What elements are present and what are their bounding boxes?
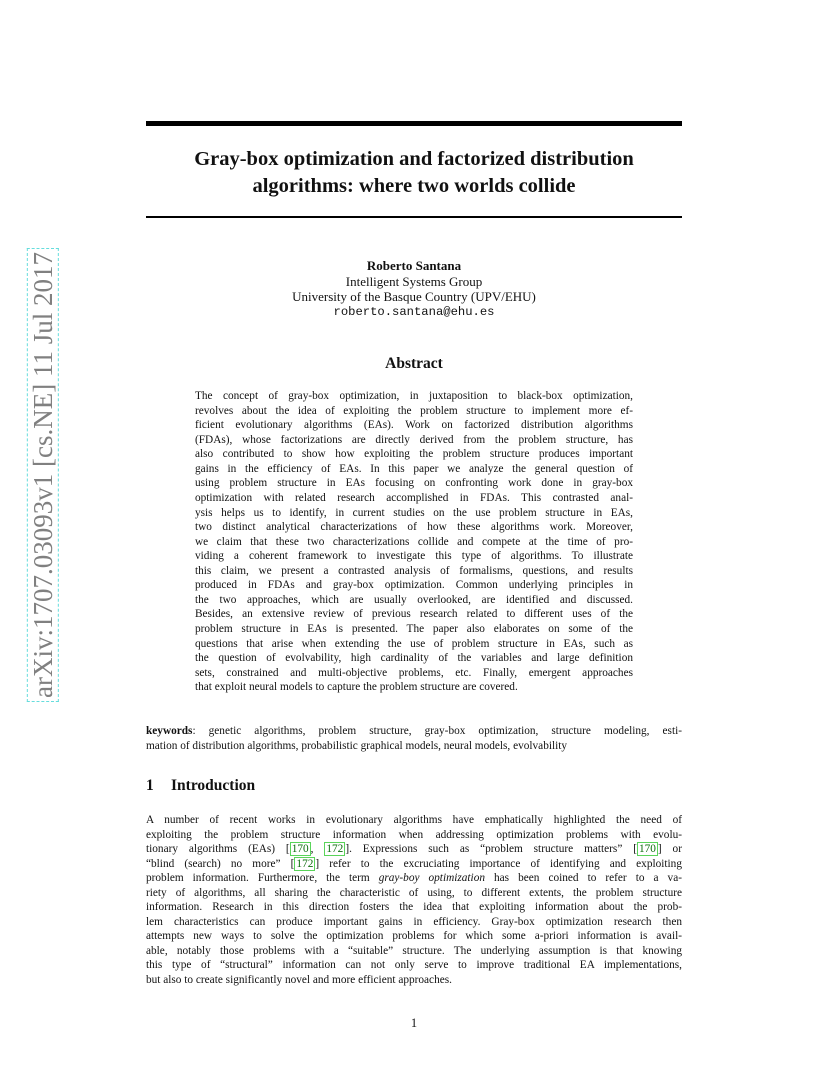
abstract-line: gains in the efficiency of EAs. In this paper we analyze the general question of bbox=[195, 462, 633, 475]
intro-text: ] refer to the excruciating importance of identifying and exploiting bbox=[315, 857, 682, 870]
section-number: 1 bbox=[146, 777, 154, 794]
intro-text: problem information. Furthermore, the term bbox=[146, 872, 379, 885]
keywords-line bbox=[146, 724, 682, 739]
abstract-line: revolves about the idea of exploiting the problem structure to implement more ef- bbox=[195, 404, 633, 417]
keywords-text: : genetic algorithms, problem structure, gray-box optimization, structure modeling, esti- bbox=[192, 725, 682, 737]
title-line: Gray-box optimization and factorized distribution bbox=[194, 148, 634, 170]
section-title: Introduction bbox=[171, 777, 256, 794]
intro-line: A number of recent works in evolutionary algorithms have emphatically highlighted the need of bbox=[146, 814, 682, 826]
author-email: roberto.santana@ehu.es bbox=[333, 304, 495, 319]
intro-text: tionary algorithms (EAs) [ bbox=[146, 843, 290, 856]
abstract-line: optimization with related research accomplished in FDAs. This contrasted anal- bbox=[195, 491, 633, 504]
title-bottom-rule bbox=[146, 216, 682, 218]
abstract-line: the two approaches, which are usually overlooked, are identified and discussed. bbox=[195, 593, 633, 606]
abstract-line: this claim, we present a contrasted analysis of formalisms, questions, and results bbox=[195, 564, 633, 577]
abstract-line: produced in FDAs and gray-box optimization. Common underlying principles in bbox=[195, 579, 633, 592]
title-top-rule bbox=[146, 121, 682, 126]
author-name: Roberto Santana bbox=[366, 258, 462, 273]
keywords-line: mation of distribution algorithms, probabilistic graphical models, neural models, evolvability bbox=[146, 740, 568, 752]
abstract-line: that exploit neural models to capture the problem structure are covered. bbox=[195, 681, 518, 694]
abstract-line: The concept of gray-box optimization, in juxtaposition to black-box optimization, bbox=[195, 390, 633, 402]
intro-line: attempts new ways to solve the optimization problems for which some a-priori information is avail- bbox=[146, 930, 682, 943]
intro-line: riety of algorithms, all sharing the characteristic of using, to different extents, the problem structure bbox=[146, 886, 682, 899]
author-affiliation: University of the Basque Country (UPV/EHU) bbox=[292, 289, 536, 304]
arxiv-identifier[interactable]: arXiv:1707.03093v1 [cs.NE] 11 Jul 2017 bbox=[27, 248, 59, 702]
intro-line bbox=[146, 857, 682, 872]
intro-text: , bbox=[310, 843, 325, 856]
page-number: 1 bbox=[410, 1016, 418, 1030]
citation-link[interactable]: 172 bbox=[296, 857, 314, 870]
abstract-line: the question of evolvability, high cardinality of the variables and large definition bbox=[195, 652, 633, 665]
keywords-label: keywords bbox=[146, 725, 193, 737]
intro-text: ]. Expressions such as “problem structure matters” [ bbox=[345, 843, 637, 856]
intro-text: ] or bbox=[657, 843, 682, 856]
title-line: algorithms: where two worlds collide bbox=[252, 175, 576, 197]
abstract-line: viding a coherent framework to investigate this type of algorithms. To illustrate bbox=[195, 550, 633, 563]
citation-link[interactable]: 172 bbox=[326, 843, 344, 856]
abstract-line: ysis helps us to identify, in current studies on the use problem structure in EAs, bbox=[195, 506, 633, 519]
abstract-line: (FDAs), whose factorizations are directly derived from the problem structure, has bbox=[195, 433, 633, 446]
abstract-line: ficient evolutionary algorithms (EAs). Work on factorized distribution algorithms bbox=[195, 419, 633, 432]
abstract-heading: Abstract bbox=[385, 355, 443, 372]
intro-emphasis: gray-boy optimization bbox=[378, 872, 485, 885]
intro-line bbox=[146, 871, 682, 886]
intro-line bbox=[146, 842, 682, 857]
author-block bbox=[146, 258, 682, 320]
abstract-line: we claim that these two characterizations collide and compete at the time of pro- bbox=[195, 535, 633, 548]
intro-text: “blind (search) no more” [ bbox=[146, 857, 295, 870]
citation-link[interactable]: 170 bbox=[291, 843, 309, 856]
author-affiliation: Intelligent Systems Group bbox=[345, 273, 483, 289]
intro-line: able, notably those problems with a “suitable” structure. The underlying assumption is that knowing bbox=[146, 944, 682, 957]
abstract-line: problem structure in EAs is presented. The paper also elaborates on some of the bbox=[195, 623, 633, 635]
abstract-line: two distinct analytical characterizations of how these algorithms work. Moreover, bbox=[195, 521, 633, 534]
paper-title bbox=[146, 146, 682, 200]
section-heading bbox=[146, 777, 255, 795]
abstract-line: questions that arise when extending the use of problem structure in EAs, such as bbox=[195, 637, 633, 650]
intro-line: exploiting the problem structure information when addressing optimization problems with evolu- bbox=[146, 828, 682, 841]
abstract-body bbox=[195, 389, 633, 695]
intro-line: information. Research in this direction fosters the idea that exploiting information about the prob- bbox=[146, 901, 682, 914]
keywords-paragraph bbox=[146, 724, 682, 754]
abstract-line: also contributed to show how exploiting the problem structure produces important bbox=[195, 448, 633, 461]
intro-text: has been coined to refer to a va- bbox=[485, 872, 682, 885]
intro-line: lem characteristics can produce important gains in efficiency. Gray-box optimization research then bbox=[146, 915, 682, 928]
intro-line: but also to create significantly novel and more efficient approaches. bbox=[146, 974, 452, 987]
intro-line: this type of “structural” information can not only serve to improve traditional EA implementations, bbox=[146, 959, 682, 972]
intro-paragraph bbox=[146, 813, 682, 988]
abstract-line: Besides, an extensive review of previous research related to different uses of the bbox=[195, 608, 633, 621]
abstract-line: using problem structure in EAs focusing on confronting work done in gray-box bbox=[195, 477, 633, 490]
citation-link[interactable]: 170 bbox=[638, 843, 656, 856]
abstract-line: sets, constrained and multi-objective problems, etc. Finally, emergent approaches bbox=[195, 666, 633, 679]
